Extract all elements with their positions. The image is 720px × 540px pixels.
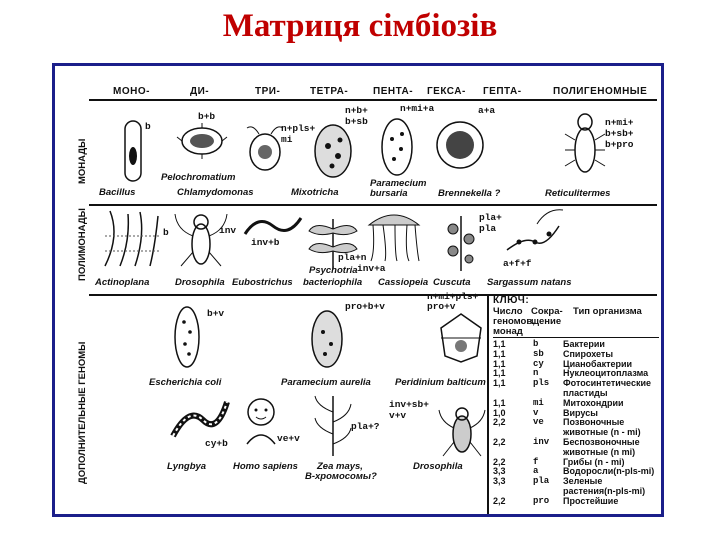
name-escherichia-coli: Escherichia coli (149, 377, 222, 388)
key-row-number: 1,1 (493, 397, 506, 408)
lyngbya-drawing (169, 396, 231, 444)
monad-formula-n-mi: n+mi+ (605, 117, 634, 128)
monad-formula-b-pro: b+pro (605, 139, 634, 150)
key-row-type: Грибы (n - mi) (563, 456, 625, 467)
actinoplana-drawing (100, 206, 168, 272)
header-penta: ПЕНТА- (373, 86, 414, 97)
name-paramecium-aurelia: Paramecium aurelia (281, 377, 371, 388)
key-row-type: пластиды (563, 388, 608, 398)
key-row-type: Бактерии (563, 339, 605, 349)
key-row-code: n (533, 368, 539, 379)
key-row-number: 1,1 (493, 339, 506, 349)
key-divider (487, 294, 489, 514)
key-row-type: Вирусы (563, 407, 598, 418)
add-formula-pro-v: pro+v (427, 301, 456, 312)
name-peridinium-balticum: Peridinium balticum (395, 377, 486, 388)
add-formula-cy-b: cy+b (205, 438, 228, 449)
key-row-code: b (533, 339, 539, 349)
name-mixotricha: Mixotricha (291, 187, 339, 198)
key-col1-line3: монад (493, 326, 523, 337)
name-brennekella: Brennekella ? (438, 188, 501, 199)
drosophila-additional-drawing (437, 402, 487, 458)
key-col3-header: Тип организма (573, 306, 642, 317)
header-poly: ПОЛИГЕНОМНЫЕ (553, 86, 648, 97)
key-row-number: 1,1 (493, 368, 506, 379)
key-row-number: 2,2 (493, 495, 506, 506)
header-tri: ТРИ- (255, 86, 281, 97)
key-row-code: pro (533, 495, 550, 506)
key-title: КЛЮЧ: (493, 295, 530, 306)
name-sargassum: Sargassum natans (487, 277, 572, 288)
key-row-code: v (533, 407, 539, 418)
key-row-number: 2,2 (493, 437, 506, 447)
reticulitermes-drawing (565, 110, 605, 182)
poly-formula-b: b (163, 227, 169, 238)
poly-formula-pla: pla (479, 223, 497, 234)
header-tetra: ТЕТРА- (310, 86, 349, 97)
key-row-code: sb (533, 348, 544, 359)
mixotricha-drawing (310, 118, 356, 180)
key-row-code: pls (533, 378, 550, 389)
key-row-type: животные (n mi) (563, 446, 636, 457)
brennekella-drawing (435, 118, 485, 172)
key-row-type: Позвоночные (563, 417, 625, 428)
add-formula-pla-q: pla+? (351, 421, 380, 432)
key-row-type: Спирохеты (563, 348, 614, 359)
key-row-type: Цианобактерии (563, 358, 633, 369)
pelochromatium-drawing (177, 121, 227, 161)
paramecium-aurelia-drawing (307, 306, 347, 372)
key-row-code: pla (533, 476, 550, 487)
row-label-polymonads: ПОЛИМОНАДЫ (77, 208, 88, 281)
slide-title: Матриця сімбіозів (222, 8, 498, 44)
monad-formula-b: b (145, 121, 151, 132)
poly-formula-inv: inv (219, 225, 237, 236)
poly-formula-inv-a: inv+a (357, 263, 386, 274)
name-cassiopeia: Cassiopeia (378, 277, 429, 288)
poly-formula-a-f-f: a+f+f (503, 258, 532, 269)
poly-formula-pla-plus: pla+ (479, 212, 502, 223)
add-formula-pro-b-v: pro+b+v (345, 301, 385, 312)
key-row-number: 1,1 (493, 378, 506, 389)
monad-formula-b-b: b+b (198, 111, 216, 122)
name-chlamydomonas: Chlamydomonas (177, 187, 254, 198)
zea-mays-drawing (313, 392, 353, 456)
monad-formula-b-sb: b+sb (345, 116, 368, 127)
key-row-code: mi (533, 397, 544, 408)
name-bacillus: Bacillus (99, 187, 136, 198)
key-row-number: 3,3 (493, 466, 506, 477)
name-drosophila-additional: Drosophila (413, 461, 463, 472)
key-row-type: растения(n-pls-mi) (563, 486, 646, 496)
key-row-code: f (533, 456, 539, 467)
name-paramecium: Paramecium (370, 178, 427, 189)
key-row-code: a (533, 466, 539, 477)
key-header-rule (493, 337, 659, 338)
key-col1-line1: Число (493, 306, 523, 317)
symbiosis-matrix-figure (52, 63, 664, 517)
key-col2-line2: щение (531, 316, 562, 327)
name-b-chromosomes: B-хромосомы? (305, 471, 377, 482)
key-row-type: животные (n - mi) (563, 427, 641, 438)
key-row-type: Фотосинтетические (563, 378, 651, 389)
name-cuscuta: Cuscuta (433, 277, 471, 288)
escherichia-coli-drawing (169, 302, 205, 372)
key-row-number: 1,0 (493, 407, 506, 418)
key-row-code: cy (533, 358, 544, 369)
key-col1-line2: геномов, (493, 316, 535, 327)
key-row-type: Беспозвоночные (563, 437, 640, 447)
key-row-type: Водоросли(n-pls-mi) (563, 466, 655, 477)
key-row-code: inv (533, 437, 550, 447)
name-eubostrichus: Eubostrichus (232, 277, 293, 288)
row-divider-1 (89, 204, 657, 206)
name-bacteriophila: bacteriophila (303, 277, 363, 288)
monad-formula-b-sb-2: b+sb+ (605, 128, 634, 139)
key-row-number: 2,2 (493, 456, 506, 467)
monad-formula-n-mi-a: n+mi+a (400, 103, 435, 114)
name-pelochromatium: Pelochromatium (161, 172, 236, 183)
name-actinoplana: Actinoplana (95, 277, 150, 288)
peridinium-drawing (437, 312, 485, 364)
homo-sapiens-drawing (241, 396, 281, 446)
cassiopeia-drawing (365, 211, 423, 263)
name-bursaria: bursaria (370, 188, 408, 199)
key-row-type: Митохондрии (563, 397, 624, 408)
name-reticulitermes: Reticulitermes (545, 188, 611, 199)
row-label-monads: МОНАДЫ (77, 138, 88, 184)
key-row-number: 1,1 (493, 358, 506, 369)
add-formula-b-v: b+v (207, 308, 225, 319)
header-geksa: ГЕКСА- (427, 86, 466, 97)
header-di: ДИ- (190, 86, 210, 97)
key-row-number: 3,3 (493, 476, 506, 487)
monad-formula-n-pls: n+pls+ (281, 123, 316, 134)
header-gepta: ГЕПТА- (483, 86, 522, 97)
add-formula-ve-v: ve+v (277, 433, 300, 444)
key-row-code: ve (533, 417, 544, 428)
poly-formula-pla-n: pla+n (338, 252, 367, 263)
name-psychotria: Psychotria (309, 265, 358, 276)
add-formula-v-v: v+v (389, 410, 407, 421)
poly-formula-inv-b: inv+b (251, 237, 280, 248)
monad-formula-a-a: a+a (478, 105, 496, 116)
name-homo-sapiens: Homo sapiens (233, 461, 298, 472)
name-zea-mays: Zea mays, (317, 461, 363, 472)
key-row-type: Нуклеоцитоплазма (563, 368, 649, 379)
header-rule (89, 99, 657, 101)
monad-formula-mi: mi (281, 134, 293, 145)
add-formula-inv-sb: inv+sb+ (389, 399, 429, 410)
header-mono: МОНО- (113, 86, 150, 97)
row-label-additional-genomes: ДОПОЛНИТЕЛЬНЫЕ ГЕНОМЫ (77, 341, 88, 484)
monad-formula-n-b: n+b+ (345, 105, 368, 116)
key-row-type: Простейшие (563, 495, 619, 506)
sargassum-branch-drawing (535, 206, 565, 226)
drosophila-fly-drawing (173, 208, 229, 270)
key-row-number: 1,1 (493, 348, 506, 359)
paramecium-bursaria-drawing (377, 114, 417, 180)
key-row-type: Зеленые (563, 476, 603, 487)
name-lyngbya: Lyngbya (167, 461, 207, 472)
key-col2-line1: Сокра- (531, 306, 563, 317)
name-drosophila-poly: Drosophila (175, 277, 225, 288)
cuscuta-drawing (439, 211, 483, 271)
key-row-number: 2,2 (493, 417, 506, 428)
add-formula-n-mi-pls: n+mi+pls+ (427, 291, 479, 302)
key-legend (493, 296, 661, 516)
